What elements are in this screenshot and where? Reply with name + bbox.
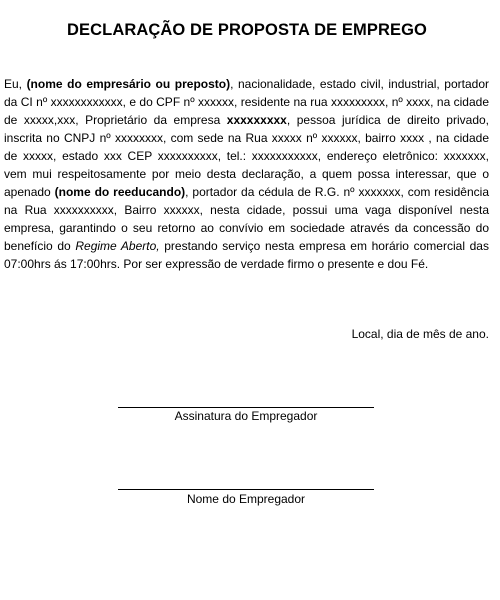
body-segment: , nacionalidade, estado civil, industrial, portador da CI nº xxxxxxxxxxxx, e do CPF nº xxxxxx, residente na rua xxxxxxxxx, nº xxxx, na cidade de xxxxx,xxx, Proprietário da empresa bbox=[4, 77, 489, 127]
body-segment: Eu, bbox=[4, 77, 27, 91]
employer-name-placeholder: (nome do empresário ou preposto) bbox=[26, 77, 231, 91]
company-name-placeholder: xxxxxxxxx bbox=[226, 113, 287, 127]
body-segment: , pessoa jurídica de direito privado, inscrita no CNPJ nº xxxxxxxx, com sede na Rua xxxxx nº xxxxxx, bairro xxxx , na cidade de xxxxx, estado xxx CEP xxxxxxxxxx, tel.: xxxxxxxxxxx, endereço eletrônico: xxxxxxx, vem mui respeitosamente por meio desta declaração, a quem possa interessar, que o apenado bbox=[4, 113, 489, 199]
body-segment: prestando serviço nesta empresa em horário comercial das 07:00hrs ás 17:00hrs. Por ser expressão de verdade firmo o presente e dou Fé. bbox=[4, 239, 489, 271]
body-segment: , portador da cédula de R.G. nº xxxxxxx, com residência na Rua xxxxxxxxxx, Bairro xxxxxx, nesta cidade, possui uma vaga disponível nesta empresa, garantindo o seu retorno ao convívio em sociedade através da concessão do benefício do bbox=[4, 185, 489, 253]
employer-signature-label: Assinatura do Empregador bbox=[174, 409, 318, 423]
place-date-line: Local, dia de mês de ano. bbox=[351, 327, 489, 341]
regime-aberto-term: Regime Aberto, bbox=[75, 239, 160, 253]
employer-name-label: Nome do Empregador bbox=[186, 492, 306, 506]
declaration-body bbox=[4, 75, 489, 273]
document-title: DECLARAÇÃO DE PROPOSTA DE EMPREGO bbox=[67, 21, 427, 39]
inmate-name-placeholder: (nome do reeducando) bbox=[54, 185, 186, 199]
